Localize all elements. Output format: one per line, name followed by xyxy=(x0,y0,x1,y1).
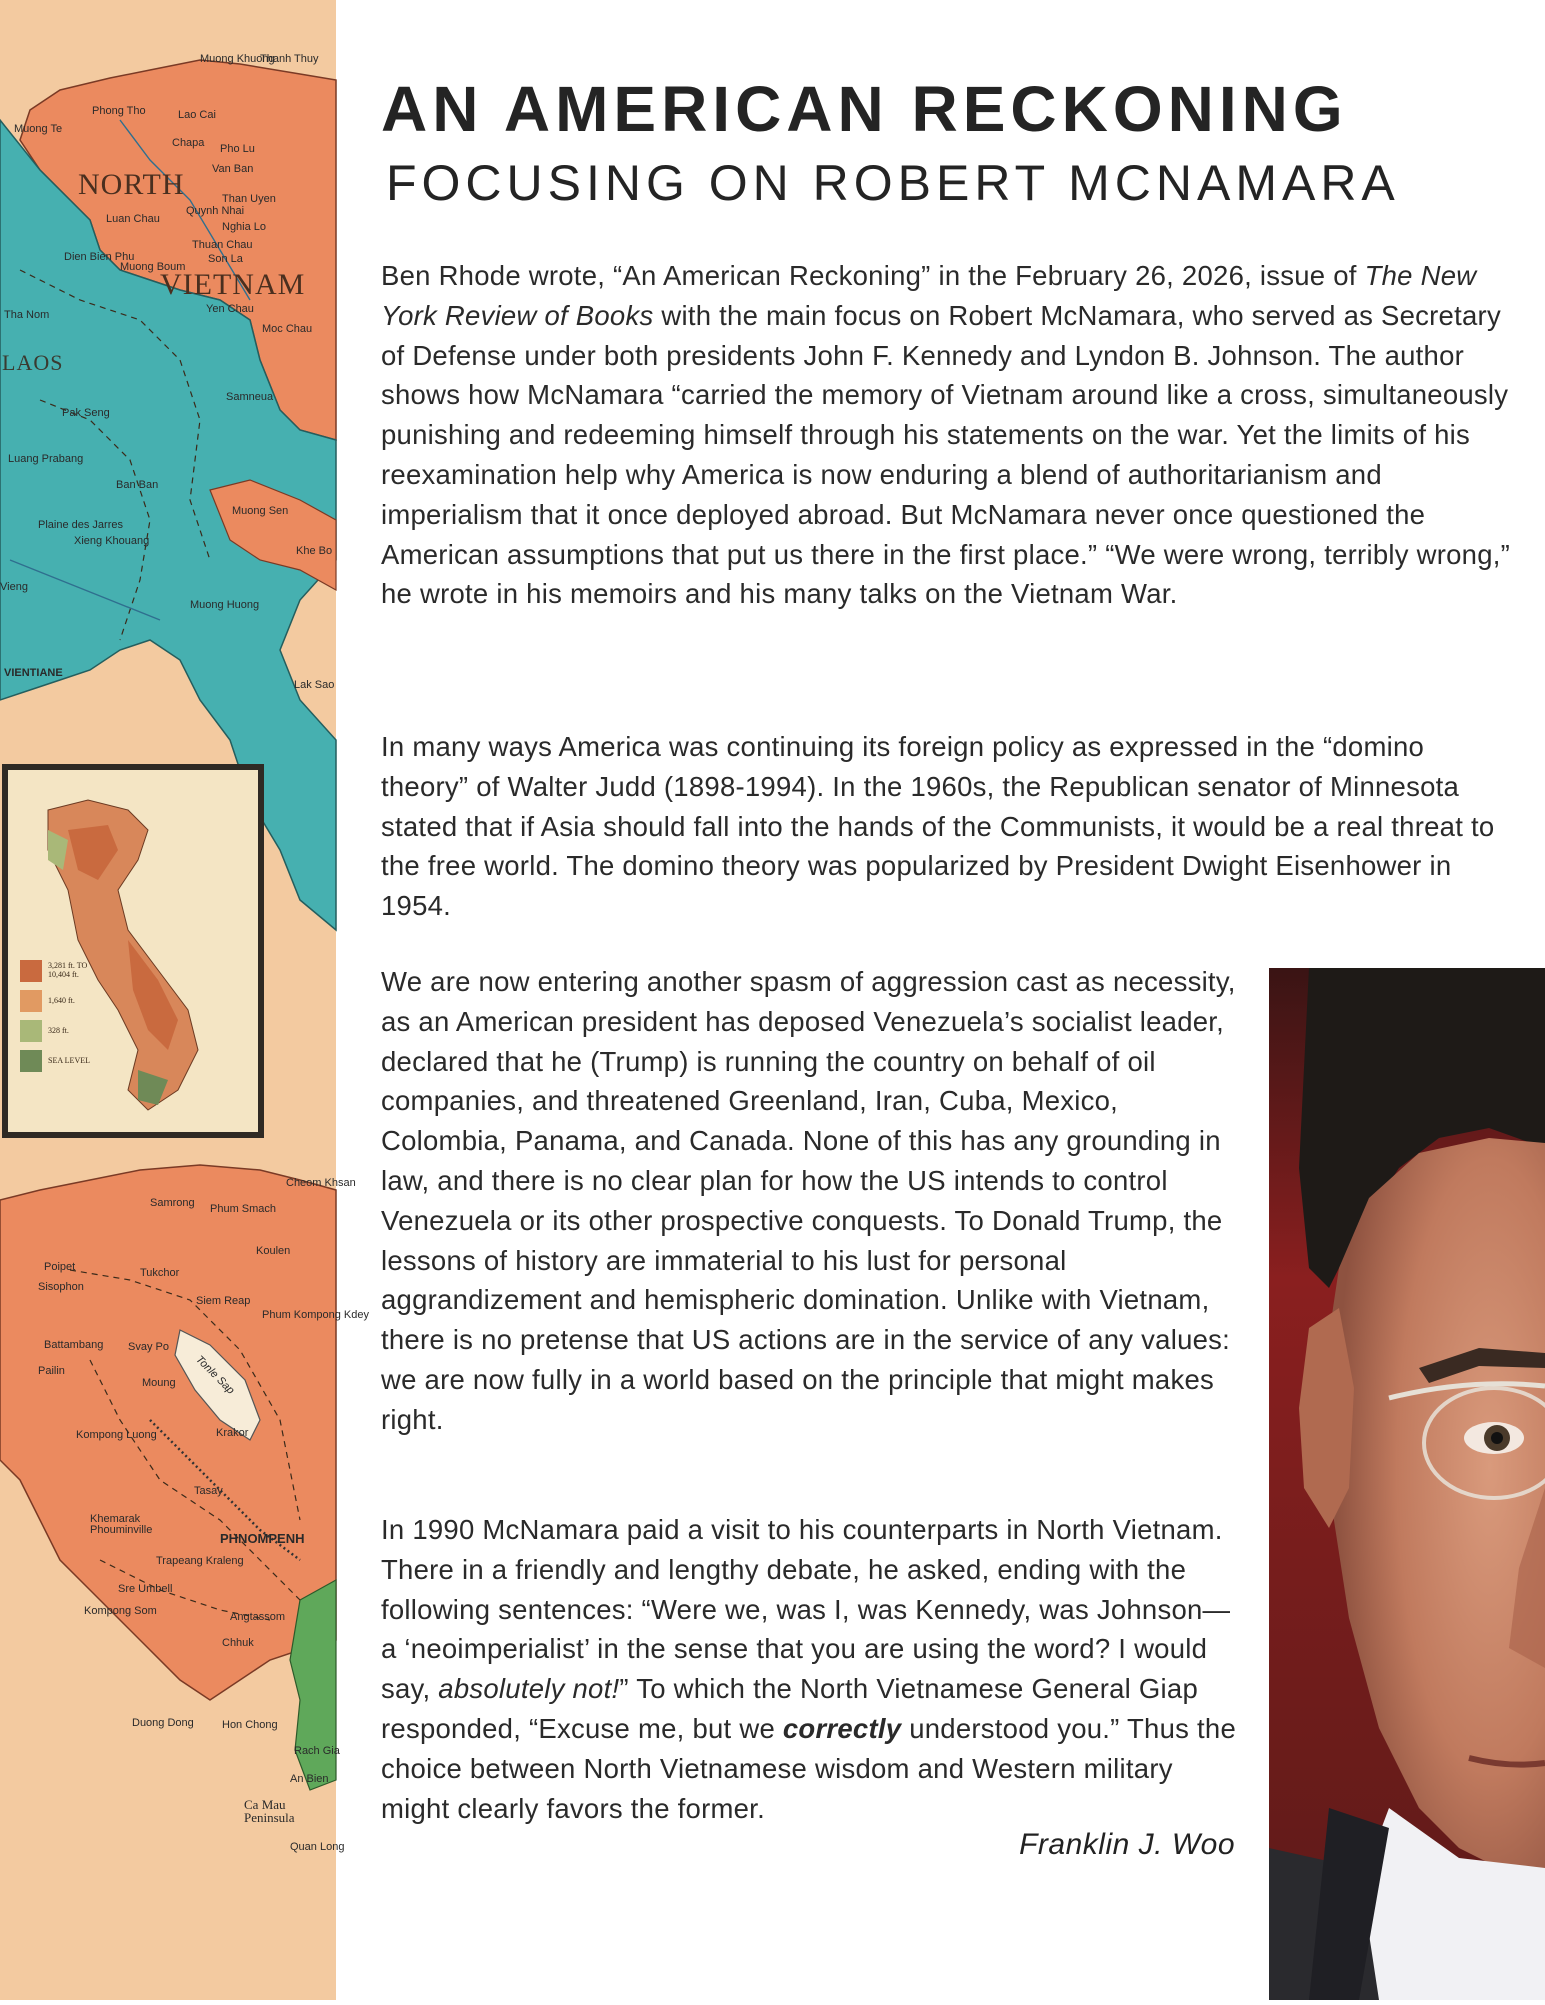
map-label-tasay: Tasay xyxy=(194,1485,223,1497)
map-label-phum-smach: Phum Smach xyxy=(210,1203,277,1215)
paragraph-2: In many ways America was continuing its foreign policy as expressed in the “domino theory” of Walter Judd (1898-1994). In the 1960s, the Republican senator of Minnesota stated that if Asia should fall into the hands of the Communists, it would be a real threat to the free world. The domino theory was popularized by President Dwight Eisenhower in 1954. xyxy=(381,731,1495,922)
map-label-sisophon: Sisophon xyxy=(38,1281,84,1293)
paragraph-4-text-a: In 1990 McNamara paid a visit to his counterparts in North Vietnam. There in a friendly and lengthy debate, he asked, ending with the following sentences: “Were we, was I, was Kennedy, was Johnson—a ‘neoimperialist’ in the sense that you are using the word? I would say, xyxy=(381,1514,1231,1705)
map-label-quynh-nhai: Quynh Nhai xyxy=(186,205,245,217)
paragraph-4-text-c: understood you.” Thus the choice between North Vietnamese wisdom and Western military might clearly favors the former. xyxy=(381,1712,1236,1824)
map-strip xyxy=(0,0,370,2000)
map-label-siem-reap: Siem Reap xyxy=(196,1295,251,1307)
paragraph-1 xyxy=(381,256,1511,614)
map-label-thanh-thuy: Thanh Thuy xyxy=(260,53,319,65)
map-label-phong-tho: Phong Tho xyxy=(92,105,146,117)
legend-label: 1,640 ft. xyxy=(48,995,75,1005)
map-label-xieng-khouang: Xieng Khouang xyxy=(74,535,150,547)
map-label-pho-lu: Pho Lu xyxy=(220,143,255,155)
map-label-muong-sen: Muong Sen xyxy=(232,505,289,517)
elevation-inset xyxy=(2,764,264,1138)
map-label-muong-khuong: Muong Khuong xyxy=(200,53,275,65)
map-label-angtassom: Angtassom xyxy=(230,1611,286,1623)
legend-swatch xyxy=(20,960,42,982)
map-label-tha-nom: Tha Nom xyxy=(4,309,50,321)
map-label-hon-chong: Hon Chong xyxy=(222,1719,278,1731)
map-label-trapeang-kraleng: Trapeang Kraleng xyxy=(156,1555,244,1567)
map-label-pak-seng: Pak Seng xyxy=(62,407,110,419)
legend-swatch xyxy=(20,1020,42,1042)
map-label-lao-cai: Lao Cai xyxy=(178,109,216,121)
map-label-an-bien: An Bien xyxy=(290,1773,329,1785)
legend-label: SEA LEVEL xyxy=(48,1055,90,1065)
legend-row xyxy=(20,1050,92,1072)
legend-swatch xyxy=(20,1050,42,1072)
map-label-vientiane: VIENTIANE xyxy=(4,667,63,679)
article-subtitle: FOCUSING ON ROBERT MCNAMARA xyxy=(386,155,1400,211)
legend-row xyxy=(20,960,92,982)
paragraph-4 xyxy=(381,1510,1241,1828)
map-label-moung: Moung xyxy=(142,1377,176,1389)
paragraph-4-text-b: ” To which the North Vietnamese General Giap responded, “Excuse me, but we xyxy=(381,1673,1199,1744)
map-label-sre-umbell: Sre Umbell xyxy=(118,1583,173,1595)
legend-swatch xyxy=(20,990,42,1012)
map-label-luan-chau: Luan Chau xyxy=(106,213,160,225)
map-label-chhuk: Chhuk xyxy=(222,1637,254,1649)
portrait-photo xyxy=(1269,968,1545,2000)
map-label-koulen: Koulen xyxy=(256,1245,291,1257)
map-label-plaine-des-jarres: Plaine des Jarres xyxy=(38,519,123,531)
map-label-van-ban: Van Ban xyxy=(212,163,254,175)
legend-row xyxy=(20,990,92,1012)
map-label-dien-bien-phu: Dien Bien Phu xyxy=(64,251,135,263)
publication-title: The New York Review of Books xyxy=(381,260,1477,331)
map-label-tukchor: Tukchor xyxy=(140,1267,180,1279)
paragraph-4-strong: correctly xyxy=(782,1712,902,1744)
map-label-vieng: Vieng xyxy=(0,581,28,593)
map-label-laos: LAOS xyxy=(2,350,64,375)
article-title: AN AMERICAN RECKONING xyxy=(381,73,1348,145)
map-label-tonle-sap: Tonle Sap xyxy=(193,1353,237,1397)
map-label-moc-chau: Moc Chau xyxy=(262,323,313,335)
map-label-khemarak-phouminville: Khemarak Phouminville xyxy=(90,1513,153,1536)
paragraph-1-text-b: with the main focus on Robert McNamara, who served as Secretary of Defense under both presidents John F. Kennedy and Lyndon B. Johnson. The author shows how McNamara “carried the memory of Vietnam around like a cross, simultaneously punishing and redeeming himself through his statements on the war. Yet the limits of his reexamination help why America is now enduring a blend of authoritarianism and imperialism that it once deployed abroad. But McNamara never once questioned the American assumptions that put us there in the first place.” “We were wrong, terribly wrong,” he wrote in his memoirs and his many talks on the Vietnam War. xyxy=(381,299,1511,610)
map-label-muong-boum: Muong Boum xyxy=(120,261,186,273)
paragraph-3: We are now entering another spasm of aggression cast as necessity, as an American president has deposed Venezuela’s socialist leader, declared that he (Trump) is running the country on behalf of oil companies, and threatened Greenland, Iran, Cuba, Mexico, Colombia, Panama, and Canada. None of this has any grounding in law, and there is no clear plan for how the US intends to control Venezuela or its other prospective conquests. To Donald Trump, the lessons of history are immaterial to his lust for personal aggrandizement and hemispheric domination. Unlike with Vietnam, there is no pretense that US actions are in the service of any values: we are now fully in a world based on the principle that might makes right. xyxy=(381,966,1236,1435)
map-label-krakor: Krakor xyxy=(216,1427,249,1439)
map-label-ban-ban: Ban Ban xyxy=(116,479,159,491)
map-label-lak-sao: Lak Sao xyxy=(294,679,335,691)
map-label-than-uyen: Than Uyen xyxy=(222,193,276,205)
map-label-yen-chau: Yen Chau xyxy=(206,303,254,315)
map-label-nghia-lo: Nghia Lo xyxy=(222,221,267,233)
inset-legend xyxy=(20,960,92,1080)
map-label-luang-prabang: Luang Prabang xyxy=(8,453,84,465)
map-label-phnompenh: PHNOMPENH xyxy=(220,1531,305,1546)
map-label-khe-bo: Khe Bo xyxy=(296,545,333,557)
map-label-cheom-khsan: Cheom Khsan xyxy=(286,1177,356,1189)
map-label-muong-te: Muong Te xyxy=(14,123,63,135)
map-label-samrong: Samrong xyxy=(150,1197,195,1209)
legend-row xyxy=(20,1020,92,1042)
map-label-north: NORTH xyxy=(78,168,185,201)
map-label-svay-po: Svay Po xyxy=(128,1341,169,1353)
map-label-quan-long: Quan Long xyxy=(290,1841,345,1853)
map-label-duong-dong: Duong Dong xyxy=(132,1717,194,1729)
map-label-pailin: Pailin xyxy=(38,1365,65,1377)
map-label-samneua: Samneua xyxy=(226,391,274,403)
map-label-son-la: Son La xyxy=(208,253,243,265)
map-label-ca-mau-peninsula: Ca Mau Peninsula xyxy=(244,1797,295,1825)
map-label-phum-kompong-kdey: Phum Kompong Kdey xyxy=(262,1309,370,1321)
legend-label: 328 ft. xyxy=(48,1025,69,1035)
map-label-kompong-som: Kompong Som xyxy=(84,1605,157,1617)
map-label-kompong-luong: Kompong Luong xyxy=(76,1429,157,1441)
map-label-muong-huong: Muong Huong xyxy=(190,599,260,611)
portrait-icon xyxy=(1269,968,1545,2000)
map-label-rach-gia: Rach Gia xyxy=(294,1745,340,1757)
legend-label: 3,281 ft. TO 10,404 ft. xyxy=(48,961,88,979)
author-signature: Franklin J. Woo xyxy=(1019,1828,1235,1861)
map-label-poipet: Poipet xyxy=(44,1261,76,1273)
map-label-vietnam: VIETNAM xyxy=(160,268,306,301)
map-label-thuan-chau: Thuan Chau xyxy=(192,239,253,251)
map-label-battambang: Battambang xyxy=(44,1339,104,1351)
map-label-chapa: Chapa xyxy=(172,137,205,149)
paragraph-4-emphasis: absolutely not! xyxy=(438,1673,620,1705)
paragraph-1-text-a: Ben Rhode wrote, “An American Reckoning” in the February 26, 2026, issue of xyxy=(381,260,1365,291)
